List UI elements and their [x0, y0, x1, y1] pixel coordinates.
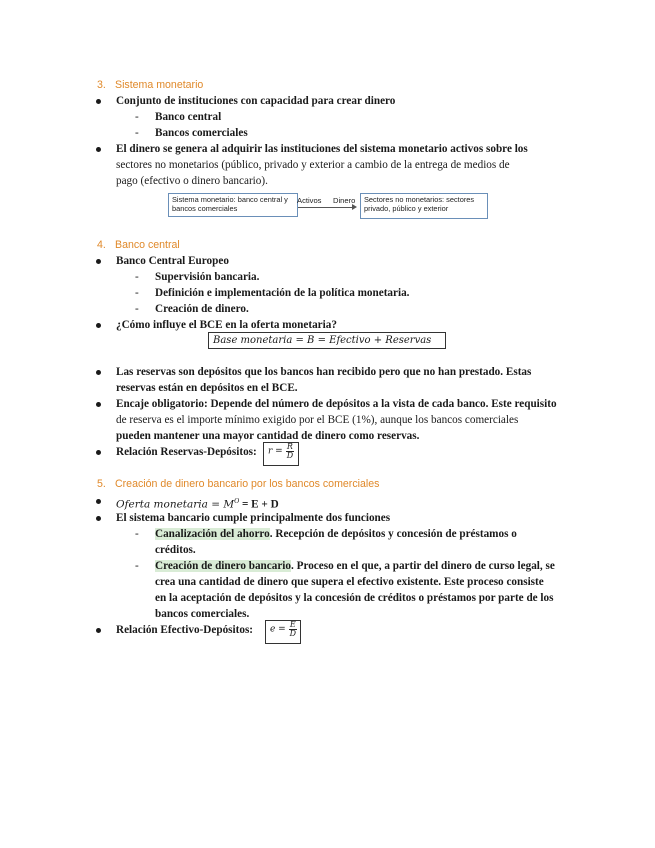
- section-4-heading: 4. Banco central: [97, 239, 180, 251]
- bullet-dot: [96, 370, 101, 375]
- s3-sub-1: Banco central: [155, 111, 222, 123]
- s4-bullet-1: Banco Central Europeo: [116, 255, 229, 267]
- bullet-dot: [96, 402, 101, 407]
- section-3-heading: 3. Sistema monetario: [97, 79, 204, 91]
- s4-bullet-3-line-1: Las reservas son depósitos que los bancos han recibido pero que no han prestado. Estas: [116, 366, 532, 378]
- s4-sub-3: Creación de dinero.: [155, 303, 249, 315]
- diagram-arrow-line: [298, 207, 352, 208]
- s4-bullet-4-line-3: pueden mantener una mayor cantidad de dinero como reservas.: [116, 430, 420, 442]
- s5-sub-1-line-1: Canalización del ahorro. Recepción de depósitos y concesión de préstamos o: [155, 528, 517, 540]
- s5-sub-2-line-4: bancos comerciales.: [155, 608, 250, 620]
- bullet-dot: [96, 147, 101, 152]
- arrow-right-icon: [352, 204, 357, 210]
- s3-sub-2: Bancos comerciales: [155, 127, 248, 139]
- dash-marker: -: [135, 111, 139, 123]
- s4-bullet-4-line-1: Encaje obligatorio: Depende del número de depósitos a la vista de cada banco. Este requisito: [116, 398, 557, 410]
- s5-bullet-3: Relación Efectivo-Depósitos:: [116, 624, 254, 636]
- section-5-heading: 5. Creación de dinero bancario por los bancos comerciales: [97, 478, 380, 490]
- bullet-dot: [96, 450, 101, 455]
- dash-marker: -: [135, 287, 139, 299]
- s4-sub-2: Definición e implementación de la política monetaria.: [155, 287, 410, 299]
- dash-marker: -: [135, 127, 139, 139]
- dash-marker: -: [135, 303, 139, 315]
- s3-bullet-2-line-2: sectores no monetarios (público, privado y exterior a cambio de la entrega de medios de: [116, 159, 510, 171]
- bullet-dot: [96, 499, 101, 504]
- bullet-dot: [96, 99, 101, 104]
- formula-reservas-depositos: r = $\frac{R}{D}$: [263, 442, 299, 466]
- s5-sub-2-line-2: crea una cantidad de dinero que supera el efectivo existente. Este proceso consiste: [155, 576, 544, 588]
- s3-bullet-2-line-1: El dinero se genera al adquirir las instituciones del sistema monetario activos sobre los: [116, 143, 528, 155]
- s4-bullet-4-line-2: de reserva es el importe mínimo exigido por el BCE (1%), aunque los bancos comerciales: [116, 414, 519, 426]
- s3-bullet-2-line-3: pago (efectivo o dinero bancario).: [116, 175, 268, 187]
- bullet-dot: [96, 323, 101, 328]
- s4-bullet-3-line-2: reservas están en depósitos en el BCE.: [116, 382, 298, 394]
- s5-sub-1-line-2: créditos.: [155, 544, 196, 556]
- s4-bullet-5: Relación Reservas-Depósitos:: [116, 446, 257, 458]
- s3-bullet-1: Conjunto de instituciones con capacidad para crear dinero: [116, 95, 396, 107]
- s4-sub-1: Supervisión bancaria.: [155, 271, 260, 283]
- dash-marker: -: [135, 528, 139, 540]
- diagram-monetary-system-box: Sistema monetario: banco central y bancos comerciales: [168, 193, 298, 217]
- diagram-non-monetary-box: Sectores no monetarios: sectores privado, público y exterior: [360, 193, 488, 219]
- formula-base-monetaria: Base monetaria = B = Efectivo + Reservas: [208, 332, 446, 349]
- s5-bullet-1-formula: Oferta monetaria = $M^O = E + D$: [116, 497, 279, 511]
- s5-sub-2-line-3: en la aceptación de depósitos y la concesión de créditos o préstamos por parte de los: [155, 592, 554, 604]
- s4-bullet-2: ¿Cómo influye el BCE en la oferta monetaria?: [116, 319, 337, 331]
- s5-bullet-2: El sistema bancario cumple principalmente dos funciones: [116, 512, 391, 524]
- bullet-dot: [96, 628, 101, 633]
- diagram-label-activos: Activos: [297, 196, 322, 205]
- bullet-dot: [96, 259, 101, 264]
- diagram-label-dinero: Dinero: [333, 196, 356, 205]
- dash-marker: -: [135, 271, 139, 283]
- formula-efectivo-depositos: e = $\frac{E}{D}$: [265, 620, 301, 644]
- dash-marker: -: [135, 560, 139, 572]
- bullet-dot: [96, 516, 101, 521]
- s5-sub-2-line-1: Creación de dinero bancario. Proceso en el que, a partir del dinero de curso legal, se: [155, 560, 555, 572]
